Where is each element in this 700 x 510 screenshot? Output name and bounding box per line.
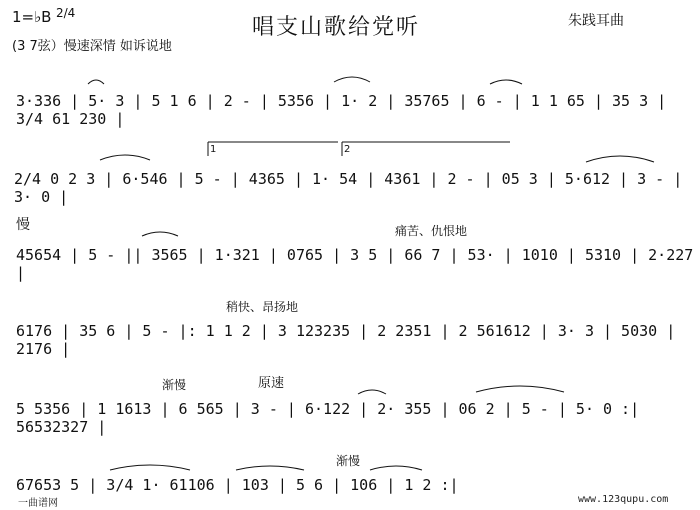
time-signature-text: 2/4 xyxy=(56,6,76,20)
key-signature: 1=♭B xyxy=(12,8,52,26)
volta-second: 2 xyxy=(344,144,351,155)
volta-first: 1 xyxy=(210,144,217,155)
direction-slightly-faster: 稍快、昂扬地 xyxy=(226,300,299,314)
direction-painful: 痛苦、仇恨地 xyxy=(395,224,468,238)
footer-url: www.123qupu.com xyxy=(578,494,669,505)
page-title: 唱支山歌给党听 xyxy=(252,15,421,40)
direction-gradually-slower-2: 渐慢 xyxy=(336,454,361,468)
notation-line-5: 5 5356 | 1 1613 | 6 565 | 3 - | 6·122 | 2· 355 | 06 2 | 5 - | 5· 0 :| 56532327 | xyxy=(16,400,640,436)
direction-gradually-slower: 渐慢 xyxy=(162,378,187,392)
footer-site-name: 一曲谱网 xyxy=(18,498,58,509)
notation-line-3: 45654 | 5 - || 3565 | 1·321 | 0765 | 3 5 | 66 7 | 53· | 1010 | 5310 | 2·227 | xyxy=(16,246,694,282)
direction-slow: 慢 xyxy=(16,217,30,233)
notation-line-6: 67653 5 | 3/4 1· 61106 | 103 | 5 6 | 106 | 1 2 :| xyxy=(16,476,459,494)
notation-line-1: 3·336 | 5· 3 | 5 1 6 | 2 - | 5356 | 1· 2 | 35765 | 6 - | 1 1 65 | 35 3 | 3/4 61 230 | xyxy=(16,92,667,128)
notation-line-2: 2/4 0 2 3 | 6·546 | 5 - | 4365 | 1· 54 | 4361 | 2 - | 05 3 | 5·612 | 3 - | 3· 0 | xyxy=(14,170,683,206)
notation-line-4: 6176 | 35 6 | 5 - |: 1 1 2 | 3 123235 | 2 2351 | 2 561612 | 3· 3 | 5030 | 2176 | xyxy=(16,322,676,358)
composer-credit: 朱践耳曲 xyxy=(568,13,624,29)
direction-original-tempo: 原速 xyxy=(258,376,285,391)
performance-instruction: (3 7弦）慢速深情 如诉说地 xyxy=(12,39,172,54)
